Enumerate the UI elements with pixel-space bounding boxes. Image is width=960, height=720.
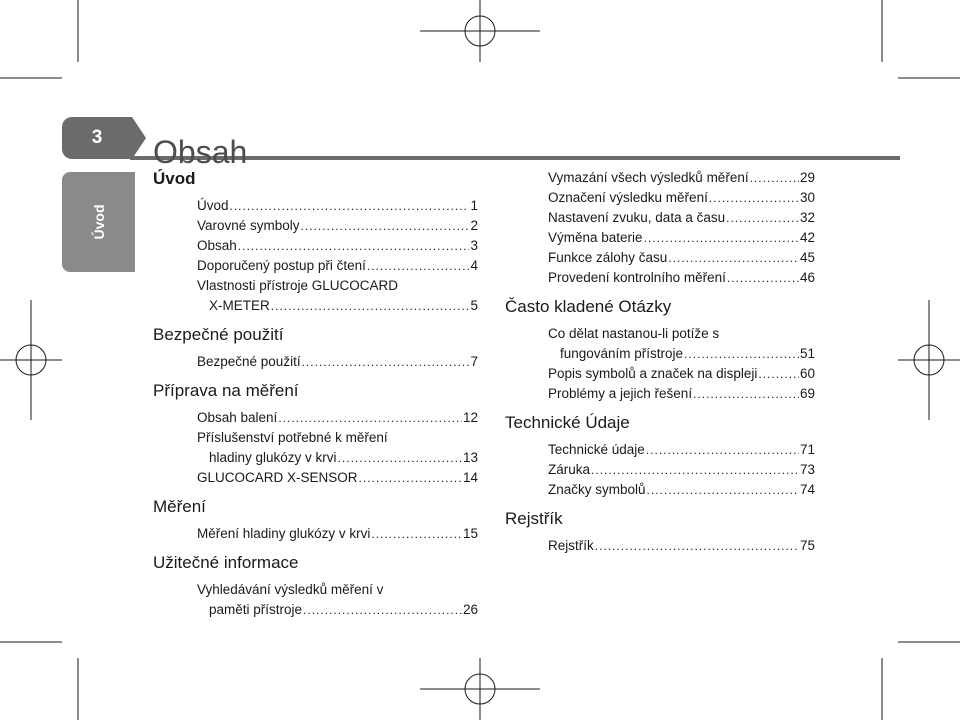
toc-entry-label: Doporučený postup při čtení	[197, 258, 366, 273]
toc-entry-page: 14	[462, 470, 478, 485]
toc-leader-dots	[230, 196, 470, 216]
toc-entry-label: Popis symbolů a značek na displeji	[548, 366, 758, 381]
toc-entry-page: 12	[462, 410, 478, 425]
toc-entry[interactable]	[505, 168, 815, 188]
toc-leader-dots	[338, 448, 462, 468]
toc-entry-label: fungováním přístroje	[560, 346, 684, 361]
toc-entry[interactable]	[505, 188, 815, 208]
toc-entry-label: Varovné symboly	[197, 218, 300, 233]
toc-entry[interactable]	[505, 268, 815, 288]
toc-section	[505, 296, 815, 404]
toc-entry[interactable]	[505, 460, 815, 480]
toc-entry-page: 32	[799, 210, 815, 225]
toc-entry-label: Obsah	[197, 238, 237, 253]
toc-section	[153, 496, 478, 544]
toc-section-title: Často kladené Otázky	[505, 297, 672, 316]
toc-entry-list	[153, 524, 478, 544]
toc-leader-dots	[302, 352, 470, 372]
toc-entry-label-line1: Co dělat nastanou-li potíže s	[548, 326, 720, 341]
toc-entry-label: Vymazání všech výsledků měření	[548, 170, 749, 185]
toc-entry-page: 29	[799, 170, 815, 185]
toc-leader-dots	[644, 228, 799, 248]
toc-entry-page: 46	[799, 270, 815, 285]
page-number: 3	[91, 127, 103, 148]
toc-entry-label: Obsah balení	[197, 410, 278, 425]
toc-entry[interactable]	[505, 324, 815, 364]
toc-leader-dots	[750, 168, 799, 188]
toc-section	[153, 552, 478, 620]
toc-entry-label-line1: Příslušenství potřebné k měření	[197, 430, 388, 445]
toc-entry[interactable]	[153, 408, 478, 428]
toc-entry-page: 5	[470, 298, 478, 313]
toc-entry-label: Rejstřík	[548, 538, 594, 553]
toc-entry-page: 1	[470, 198, 478, 213]
toc-entry-page: 45	[799, 250, 815, 265]
toc-section-title: Měření	[153, 497, 206, 516]
toc-entry-label: Výměna baterie	[548, 230, 643, 245]
toc-entry[interactable]	[153, 216, 478, 236]
toc-section	[153, 168, 478, 316]
toc-entry[interactable]	[153, 428, 478, 468]
toc-section-title: Bezpečné použití	[153, 325, 284, 344]
toc-entry[interactable]	[505, 364, 815, 384]
toc-entry[interactable]	[153, 256, 478, 276]
toc-entry-list	[505, 536, 815, 556]
toc-leader-dots	[693, 384, 799, 404]
toc-entry[interactable]	[153, 196, 478, 216]
toc-entry-list	[153, 580, 478, 620]
toc-leader-dots	[271, 296, 470, 316]
toc-entry[interactable]	[505, 480, 815, 500]
toc-leader-dots	[371, 524, 462, 544]
toc-leader-dots	[668, 248, 799, 268]
toc-entry-label: Značky symbolů	[548, 482, 646, 497]
toc-leader-dots	[303, 600, 462, 620]
toc-leader-dots	[727, 268, 799, 288]
toc-entry-label: paměti přístroje	[209, 602, 303, 617]
toc-leader-dots	[646, 440, 799, 460]
toc-leader-dots	[238, 236, 470, 256]
toc-entry[interactable]	[505, 208, 815, 228]
toc-entry-label: Problémy a jejich řešení	[548, 386, 693, 401]
toc-entry-page: 60	[799, 366, 815, 381]
toc-leader-dots	[301, 216, 470, 236]
toc-entry[interactable]	[153, 236, 478, 256]
toc-entry-page: 15	[462, 526, 478, 541]
toc-entry-page: 73	[799, 462, 815, 477]
toc-right-column	[505, 168, 815, 564]
toc-entry-label: Bezpečné použití	[197, 354, 301, 369]
toc-entry-label: Měření hladiny glukózy v krvi	[197, 526, 371, 541]
toc-entry-label: Provedení kontrolního měření	[548, 270, 726, 285]
toc-leader-dots	[367, 256, 470, 276]
toc-entry-page: 75	[799, 538, 815, 553]
toc-entry-label: Označení výsledku měření	[548, 190, 708, 205]
toc-entry-page: 42	[799, 230, 815, 245]
toc-entry-page: 26	[462, 602, 478, 617]
toc-entry-page: 71	[799, 442, 815, 457]
toc-section	[153, 380, 478, 488]
toc-section-title: Příprava na měření	[153, 381, 299, 400]
toc-section	[505, 508, 815, 556]
toc-leader-dots	[758, 364, 799, 384]
page-number-tab	[62, 117, 132, 159]
toc-entry-label: Záruka	[548, 462, 591, 477]
toc-entry[interactable]	[505, 248, 815, 268]
toc-leader-dots	[595, 536, 799, 556]
toc-entry-label: Technické údaje	[548, 442, 645, 457]
toc-entry-page: 13	[462, 450, 478, 465]
toc-entry[interactable]	[153, 524, 478, 544]
toc-leader-dots	[591, 460, 799, 480]
toc-entry[interactable]	[153, 468, 478, 488]
toc-entry-page: 2	[470, 218, 478, 233]
toc-leader-dots	[278, 408, 462, 428]
toc-entry[interactable]	[505, 536, 815, 556]
toc-entry-list	[153, 352, 478, 372]
side-chapter-tab	[62, 172, 135, 272]
toc-entry[interactable]	[505, 440, 815, 460]
toc-entry-page: 7	[470, 354, 478, 369]
toc-entry-page: 69	[799, 386, 815, 401]
toc-section	[505, 412, 815, 500]
toc-entry[interactable]	[505, 228, 815, 248]
toc-section	[505, 168, 815, 288]
toc-entry-label: GLUCOCARD X-SENSOR	[197, 470, 358, 485]
toc-entry[interactable]	[505, 384, 815, 404]
toc-leader-dots	[684, 344, 799, 364]
toc-section-title: Rejstřík	[505, 509, 563, 528]
toc-entry-list	[153, 196, 478, 316]
toc-entry-label: Nastavení zvuku, data a času	[548, 210, 726, 225]
toc-section	[153, 324, 478, 372]
toc-entry-label: Funkce zálohy času	[548, 250, 668, 265]
toc-leader-dots	[359, 468, 462, 488]
toc-leader-dots	[709, 188, 799, 208]
toc-left-column	[153, 168, 478, 628]
toc-entry-label: X-METER	[209, 298, 270, 313]
toc-entry-list	[505, 324, 815, 404]
toc-entry-label-line1: Vyhledávání výsledků měření v	[197, 582, 384, 597]
toc-entry-page: 74	[799, 482, 815, 497]
toc-entry-list	[505, 168, 815, 288]
toc-leader-dots	[647, 480, 799, 500]
toc-entry-list	[153, 408, 478, 488]
toc-section-title: Technické Údaje	[505, 413, 630, 432]
toc-entry-page: 4	[470, 258, 478, 273]
toc-entry-label: Úvod	[197, 198, 229, 213]
toc-entry-label-line1: Vlastnosti přístroje GLUCOCARD	[197, 278, 399, 293]
toc-entry-page: 30	[799, 190, 815, 205]
toc-section-title: Úvod	[153, 169, 196, 188]
toc-entry[interactable]	[153, 580, 478, 620]
toc-entry-page: 3	[470, 238, 478, 253]
toc-entry-page: 51	[799, 346, 815, 361]
toc-section-title: Užitečné informace	[153, 553, 299, 572]
toc-leader-dots	[726, 208, 799, 228]
page-title: Obsah	[153, 134, 248, 171]
toc-entry[interactable]	[153, 276, 478, 316]
toc-entry-list	[505, 440, 815, 500]
toc-entry[interactable]	[153, 352, 478, 372]
side-chapter-label: Úvod	[90, 204, 107, 240]
toc-entry-label: hladiny glukózy v krvi	[209, 450, 337, 465]
